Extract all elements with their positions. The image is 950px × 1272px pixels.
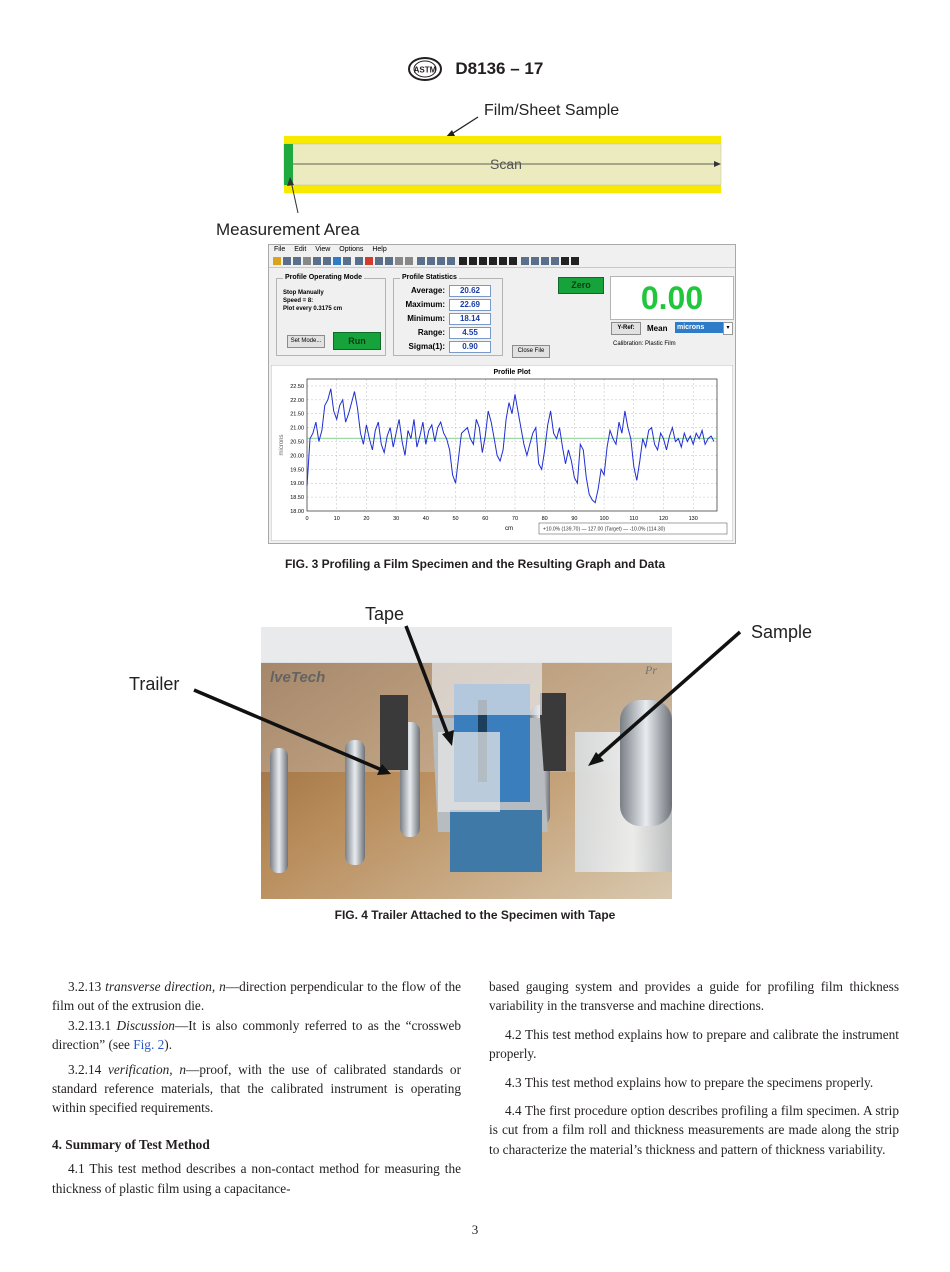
scan-label: Scan bbox=[490, 156, 522, 172]
plot-title: Profile Plot bbox=[493, 369, 531, 376]
profile-plot bbox=[271, 365, 733, 541]
instrument-photo bbox=[120, 600, 830, 902]
x-tick-label: 10 bbox=[333, 516, 340, 522]
definition: ). bbox=[164, 1037, 173, 1053]
scan-diagram bbox=[200, 95, 760, 245]
next-fast-icon[interactable] bbox=[499, 257, 507, 265]
view-a-icon[interactable] bbox=[541, 257, 549, 265]
x-tick-label: 100 bbox=[599, 516, 609, 522]
y-tick-label: 20.50 bbox=[290, 439, 304, 446]
para-3-2-13 bbox=[52, 977, 461, 1016]
chevron-down-icon[interactable]: ▾ bbox=[723, 322, 733, 335]
up-icon[interactable] bbox=[561, 257, 569, 265]
para-4-2: 4.2 This test method explains how to prepare and calibrate the instrument properly. bbox=[489, 1026, 899, 1062]
para-number: 3.2.13 bbox=[68, 979, 102, 994]
cal-icon[interactable] bbox=[395, 257, 403, 265]
mean-label: Mean bbox=[647, 324, 668, 333]
settings-icon[interactable] bbox=[355, 257, 363, 265]
close-file-button[interactable]: Close File bbox=[512, 345, 550, 358]
x-axis-label: cm bbox=[505, 526, 514, 532]
legend-text: +10.0% (139.70) — 127.00 (Target) — -10.0% (114.30) bbox=[543, 526, 666, 533]
figure4-caption: FIG. 4 Trailer Attached to the Specimen with Tape bbox=[334, 908, 616, 922]
sample-label: Film/Sheet Sample bbox=[484, 102, 620, 119]
down-icon[interactable] bbox=[571, 257, 579, 265]
stat-value: 0.90 bbox=[449, 341, 491, 353]
svg-text:ASTM: ASTM bbox=[413, 65, 437, 75]
y-tick-label: 22.00 bbox=[290, 397, 304, 404]
measurement-area-label: Measurement Area bbox=[216, 220, 360, 239]
x-tick-label: 60 bbox=[482, 516, 489, 522]
page-number: 3 bbox=[471, 1222, 479, 1237]
rod bbox=[540, 693, 566, 771]
wave-icon[interactable] bbox=[385, 257, 393, 265]
x-tick-label: 90 bbox=[571, 516, 578, 522]
x-tick-label: 50 bbox=[452, 516, 459, 522]
menu-options[interactable]: Options bbox=[339, 246, 364, 253]
print-icon[interactable] bbox=[293, 257, 301, 265]
zoom-a-icon[interactable] bbox=[521, 257, 529, 265]
graph2-icon[interactable] bbox=[447, 257, 455, 265]
stat-label: Average: bbox=[411, 286, 445, 295]
right-column bbox=[489, 977, 899, 1159]
target-icon[interactable] bbox=[365, 257, 373, 265]
astm-logo-icon bbox=[407, 56, 443, 82]
para-4-4: 4.4 The first procedure option describes profiling a film specimen. A strip is cut from a film roll and thickness measurements are made along the strip to characterize the material’s thickness and pattern of thickness variability. bbox=[489, 1103, 899, 1157]
doc-icon[interactable] bbox=[323, 257, 331, 265]
calibration-text: Calibration: Plastic Film bbox=[613, 341, 676, 347]
menu-edit[interactable]: Edit bbox=[294, 246, 307, 253]
para-3-2-14 bbox=[52, 1060, 461, 1118]
section-heading: 4. Summary of Test Method bbox=[52, 1136, 210, 1152]
zoom-in-icon[interactable] bbox=[417, 257, 425, 265]
brand-text-2: Pr bbox=[645, 663, 657, 677]
x-tick-label: 30 bbox=[393, 516, 400, 522]
open-icon[interactable] bbox=[273, 257, 281, 265]
stat-label: Maximum: bbox=[405, 300, 445, 309]
stat-label: Sigma(1): bbox=[408, 342, 445, 351]
brand-text: lveTech bbox=[270, 669, 326, 686]
id-icon[interactable] bbox=[303, 257, 311, 265]
para-4-1-cont: based gauging system and provides a guide for profiling film thickness variability in the transverse and machine directions. bbox=[489, 979, 899, 1014]
menu-bar bbox=[269, 245, 735, 255]
y-tick-label: 19.00 bbox=[290, 481, 304, 488]
y-tick-label: 19.50 bbox=[290, 467, 304, 474]
prev-fast-icon[interactable] bbox=[469, 257, 477, 265]
zero-button[interactable]: Zero bbox=[558, 277, 604, 294]
y-tick-label: 22.50 bbox=[290, 383, 304, 390]
x-tick-label: 120 bbox=[658, 516, 669, 522]
rod bbox=[380, 695, 408, 770]
x-tick-label: 20 bbox=[363, 516, 370, 522]
sensor-block bbox=[450, 810, 542, 872]
stat-label: Minimum: bbox=[407, 314, 445, 323]
page-header bbox=[0, 56, 950, 82]
thickness-readout: 0.00 bbox=[610, 276, 734, 320]
definition: —proof, with the use of calibrated standards or standard reference materials, that the calibrated instrument is operating within specified requirements. bbox=[52, 1061, 462, 1116]
para-4-1: 4.1 This test method describes a non-contact method for measuring the thickness of plastic film using a capacitance- bbox=[52, 1161, 461, 1196]
chart-icon[interactable] bbox=[343, 257, 351, 265]
y-ref-button[interactable]: Y-Ref: bbox=[611, 322, 641, 335]
stat-value: 4.55 bbox=[449, 327, 491, 339]
figure3-caption: FIG. 3 Profiling a Film Specimen and the Resulting Graph and Data bbox=[284, 557, 666, 571]
globe-icon[interactable] bbox=[333, 257, 341, 265]
run-button[interactable]: Run bbox=[333, 332, 381, 350]
trailer-label: Trailer bbox=[129, 674, 180, 694]
grid-icon[interactable] bbox=[313, 257, 321, 265]
units-select[interactable]: microns bbox=[675, 322, 723, 333]
menu-help[interactable]: Help bbox=[372, 246, 387, 253]
sample-label-photo: Sample bbox=[751, 622, 813, 642]
operating-mode-title: Profile Operating Mode bbox=[285, 274, 363, 281]
stat-label: Range: bbox=[417, 328, 445, 337]
term: transverse direction, n bbox=[105, 979, 226, 994]
definition: —It is also commonly referred to as the “crossweb direction” (see bbox=[52, 1017, 461, 1053]
statistics-title: Profile Statistics bbox=[402, 274, 457, 281]
x-tick-label: 80 bbox=[541, 516, 548, 522]
x-tick-label: 70 bbox=[511, 516, 519, 522]
menu-view[interactable]: View bbox=[315, 246, 331, 253]
profiler-software-window bbox=[268, 244, 736, 544]
zoom-out-icon[interactable] bbox=[427, 257, 435, 265]
tape-label: Tape bbox=[365, 604, 405, 624]
menu-file[interactable]: File bbox=[274, 246, 286, 253]
save-icon[interactable] bbox=[283, 257, 291, 265]
x-tick-label: 110 bbox=[629, 516, 639, 522]
y-tick-label: 20.00 bbox=[290, 453, 304, 460]
stat-value: 18.14 bbox=[449, 313, 491, 325]
filter-icon[interactable] bbox=[375, 257, 383, 265]
stat-value: 22.69 bbox=[449, 299, 491, 311]
view-b-icon[interactable] bbox=[551, 257, 559, 265]
prev-icon[interactable] bbox=[479, 257, 487, 265]
designation: D8136 – 17 bbox=[455, 59, 544, 78]
graph-icon[interactable] bbox=[437, 257, 445, 265]
para-number: 3.2.13.1 bbox=[68, 1017, 112, 1033]
toolbar bbox=[269, 255, 735, 268]
mode-line: Plot every 0.3175 cm bbox=[283, 306, 343, 312]
rod bbox=[270, 748, 288, 873]
y-axis-label: microns bbox=[279, 434, 285, 456]
term: verification, n bbox=[108, 1061, 187, 1077]
last-icon[interactable] bbox=[509, 257, 517, 265]
y-tick-label: 18.50 bbox=[290, 495, 304, 502]
para-3-2-13-1 bbox=[52, 1016, 461, 1055]
first-icon[interactable] bbox=[459, 257, 467, 265]
stat-value: 20.62 bbox=[449, 285, 491, 297]
tape bbox=[438, 732, 500, 812]
y-tick-label: 21.00 bbox=[290, 425, 304, 432]
set-mode-button[interactable]: Set Mode... bbox=[287, 335, 325, 348]
measurement-area-marker bbox=[284, 144, 293, 185]
para-4-3: 4.3 This test method explains how to prepare the specimens properly. bbox=[505, 1074, 874, 1090]
para-number: 3.2.14 bbox=[68, 1061, 102, 1077]
y-tick-label: 21.50 bbox=[290, 411, 304, 418]
definition: —direction perpendicular to the flow of the film out of the extrusion die. bbox=[52, 979, 461, 1014]
term: Discussion bbox=[116, 1017, 175, 1033]
next-icon[interactable] bbox=[489, 257, 497, 265]
operating-mode-group bbox=[276, 274, 386, 356]
left-column bbox=[52, 977, 461, 1198]
x-tick-label: 130 bbox=[688, 516, 698, 522]
zoom-b-icon[interactable] bbox=[531, 257, 539, 265]
mode-line: Speed = 8: bbox=[283, 298, 314, 304]
fig2-link[interactable]: Fig. 2 bbox=[133, 1037, 165, 1053]
percent-icon[interactable] bbox=[405, 257, 413, 265]
mode-line: Stop Manually bbox=[283, 290, 324, 296]
x-tick-label: 40 bbox=[422, 516, 429, 522]
y-tick-label: 18.00 bbox=[290, 509, 304, 515]
x-tick-label: 0 bbox=[305, 516, 309, 522]
